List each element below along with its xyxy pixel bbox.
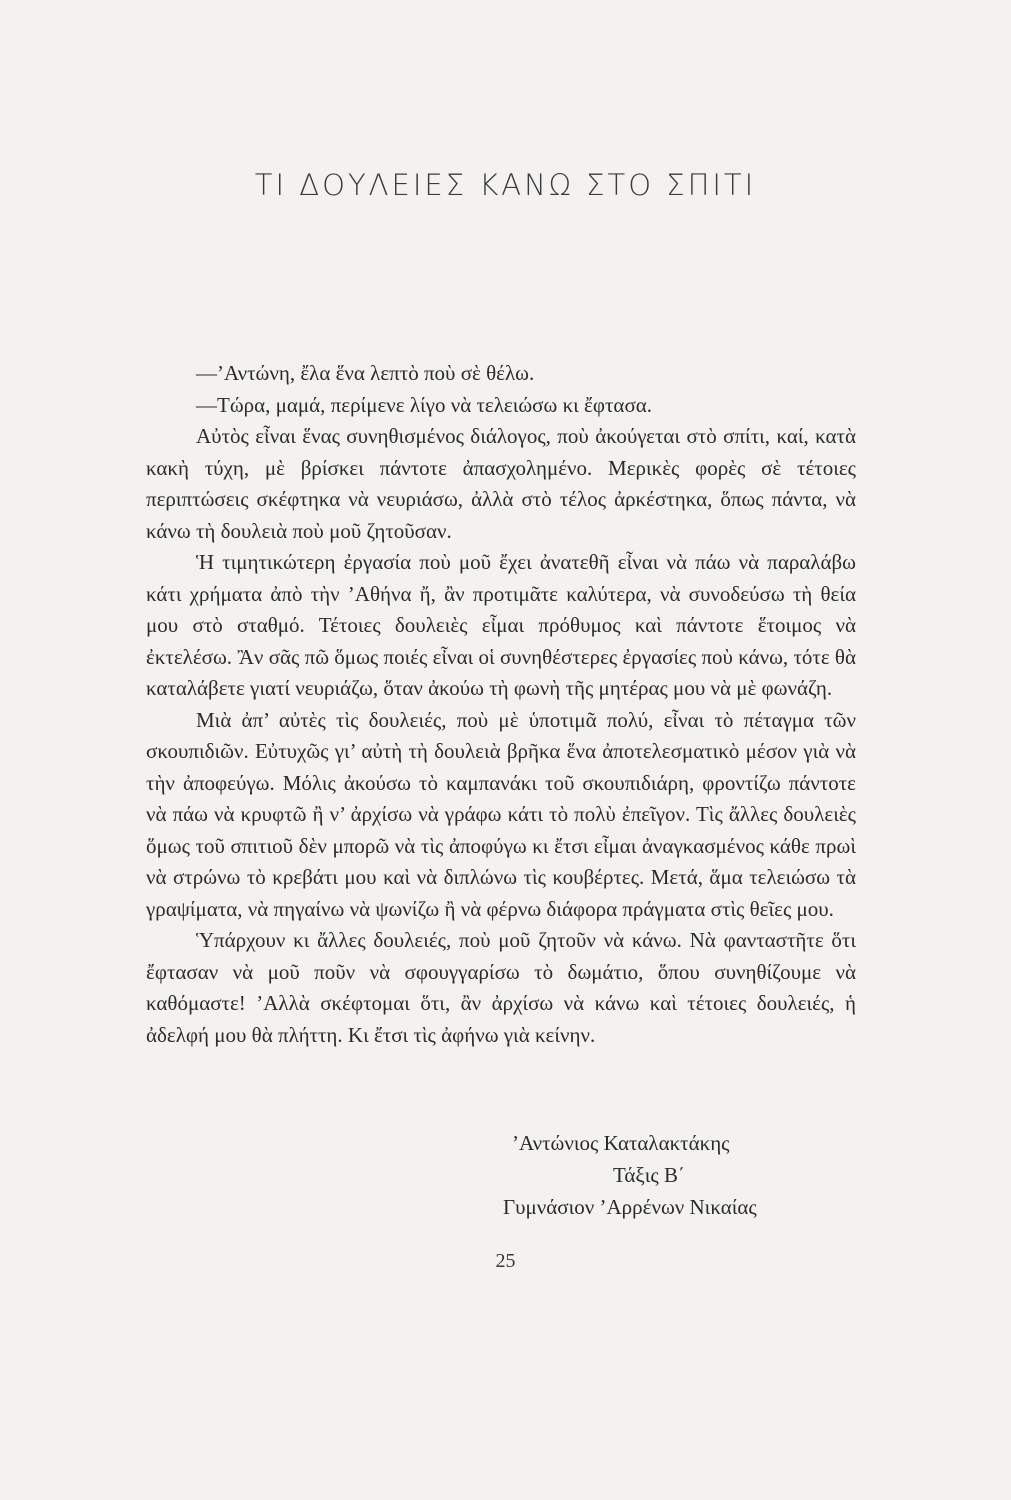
- paragraph-3: Αὐτὸς εἶναι ἕνας συνηθισμένος διάλογος, ποὺ ἀκούγεται στὸ σπίτι, καί, κατὰ κακὴ τύχη, μὲ βρίσκει πάντοτε ἀπασχολημένο. Μερικὲς φορὲς σὲ τέτοιες περιπτώσεις σκέφτηκα νὰ νευριάσω, ἀλλὰ στὸ τέλος ἀρκέστηκα, ὅπως πάντα, νὰ κάνω τὴ δουλειὰ ποὺ μοῦ ζητοῦσαν.: [146, 424, 856, 543]
- author-class: Τάξις Β΄: [613, 1163, 685, 1187]
- page-number: 25: [495, 1250, 516, 1272]
- essay-body: [146, 358, 856, 1051]
- paragraph-6: Ὑπάρχουν κι ἄλλες δουλειές, ποὺ μοῦ ζητοῦν νὰ κάνω. Νὰ φανταστῆτε ὅτι ἔφτασαν νὰ μοῦ ποῦν νὰ σφουγγαρίσω τὸ δωμάτιο, ὅπου συνηθίζουμε νὰ καθόμαστε! ’Αλλὰ σκέφτομαι ὅτι, ἂν ἀρχίσω νὰ κάνω καὶ τέτοιες δουλειές, ἡ ἀδελφή μου θὰ πλήττη. Κι ἔτσι τὶς ἀφήνω γιὰ κείνην.: [146, 928, 856, 1047]
- paragraph-4: Ἡ τιμητικώτερη ἐργασία ποὺ μοῦ ἔχει ἀνατεθῆ εἶναι νὰ πάω νὰ παραλάβω κάτι χρήματα ἀπὸ τὴν ’Αθήνα ἤ, ἂν προτιμᾶτε καλύτερα, νὰ συνοδεύσω τὴ θεία μου στὸ σταθμό. Τέτοιες δουλειὲς εἶμαι πρόθυμος καὶ πάντοτε ἕτοιμος νὰ ἐκτελέσω. Ἂν σᾶς πῶ ὅμως ποιές εἶναι οἱ συνηθέστερες ἐργασίες ποὺ κάνω, τότε θὰ καταλάβετε γιατί νευριάζω, ὅταν ἀκούω τὴ φωνὴ τῆς μητέρας μου νὰ μὲ φωνάζη.: [146, 550, 856, 700]
- author-name: ’Αντώνιος Καταλακτάκης: [512, 1131, 730, 1155]
- paragraph-dialogue-1: —’Αντώνη, ἔλα ἕνα λεπτὸ ποὺ σὲ θέλω.: [196, 361, 535, 385]
- author-school: Γυμνάσιον ’Αρρένων Νικαίας: [503, 1195, 757, 1219]
- page-title: ΤΙ ΔΟΥΛΕΙΕΣ ΚΑΝΩ ΣΤΟ ΣΠΙΤΙ: [254, 168, 757, 202]
- paragraph-dialogue-2: —Τώρα, μαμά, περίμενε λίγο νὰ τελειώσω κι ἔφτασα.: [196, 392, 653, 417]
- paragraph-5: Μιὰ ἀπ’ αὐτὲς τὶς δουλειές, ποὺ μὲ ὑποτιμᾶ πολύ, εἶναι τὸ πέταγμα τῶν σκουπιδιῶν. Εὐτυχῶς γι’ αὐτὴ τὴ δουλειὰ βρῆκα ἕνα ἀποτελεσματικὸ μέσον γιὰ νὰ τὴν ἀποφεύγω. Μόλις ἀκούσω τὸ καμπανάκι τοῦ σκουπιδιάρη, φροντίζω πάντοτε νὰ πάω νὰ κρυφτῶ ἢ ν’ ἀρχίσω νὰ γράφω κάτι τὸ πολὺ ἐπεῖγον. Τὶς ἄλλες δουλειὲς ὅμως τοῦ σπιτιοῦ δὲν μπορῶ νὰ τὶς ἀποφύγω κι ἔτσι εἶμαι ἀναγκασμένος κάθε πρωὶ νὰ στρώνω τὸ κρεβάτι μου καὶ νὰ διπλώνω τὶς κουβέρτες. Μετά, ἅμα τελειώσω τὰ γραψίματα, νὰ πηγαίνω νὰ ψωνίζω ἢ νὰ φέρνω διάφορα πράγματα στὶς θεῖες μου.: [146, 707, 856, 921]
